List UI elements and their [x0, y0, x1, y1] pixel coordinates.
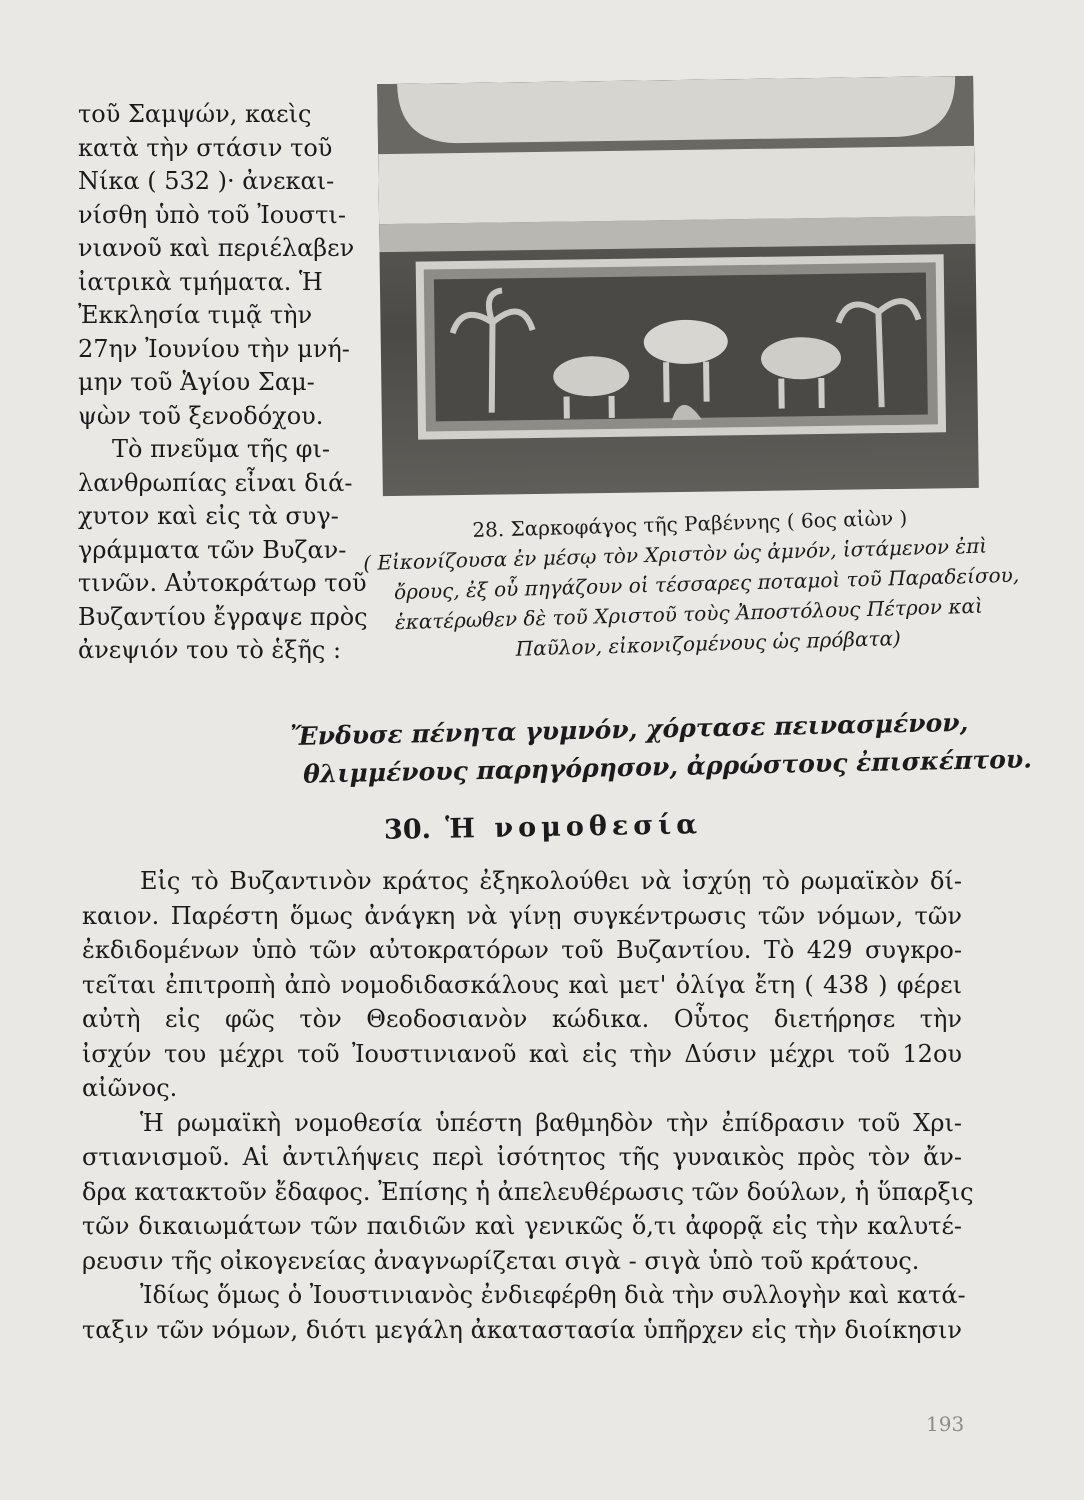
lid-acroterion: [397, 76, 956, 144]
section-title: Ἡ νομοθεσία: [445, 809, 703, 845]
text-line: Τὸ πνεῦμα τῆς φι-: [112, 435, 330, 463]
caption-line: Παῦλον, εἰκονιζομένους ὡς πρόβατα): [515, 626, 902, 661]
text-line: τινῶν. Αὐτοκράτωρ τοῦ: [78, 569, 367, 597]
sarcophagus-illustration: [377, 76, 979, 496]
text-line: Βυζαντίου ἔγραψε πρὸς: [78, 602, 368, 631]
text-line: ταξιν τῶν νόμων, διότι μεγάλη ἀκαταστασία ὑπῆρχεν εἰς τὴν διοίκησιν: [82, 1315, 962, 1344]
figure-caption: [362, 500, 1026, 668]
text-line: λανθρωπίας εἶναι διά-: [78, 468, 353, 497]
text-line: ἰσχύν του μέχρι τοῦ Ἰουστινιανοῦ καὶ εἰς τὴν Δύσιν μέχρι τοῦ 12ου: [82, 1039, 962, 1068]
text-line: Ἐκκλησία τιμᾷ τὴν: [78, 301, 313, 329]
text-line: Νίκα ( 532 )· ἀνεκαι-: [78, 167, 335, 195]
sarcophagus-photo: [377, 76, 979, 496]
text-line: ἀνεψιόν του τὸ ἑξῆς :: [78, 636, 342, 664]
palm-trunk-left: [490, 323, 493, 413]
text-line: χυτον καὶ εἰς τὰ συγ-: [78, 502, 339, 530]
text-line: μην τοῦ Ἁγίου Σαμ-: [78, 368, 315, 396]
text-line: δρα κατακτοῦν ἔδαφος. Ἐπίσης ἡ ἀπελευθέρωσις τῶν δούλων, ἡ ὕπαρξις: [82, 1177, 974, 1206]
caption-line: ὄρους, ἐξ οὗ πηγάζουν οἱ τέσσαρες ποταμοὶ τοῦ Παραδείσου,: [393, 562, 1020, 605]
lid-band: [378, 146, 975, 224]
text-line: Εἰς τὸ Βυζαντινὸν κράτος ἐξηκολούθει νὰ ἰσχύῃ τὸ ρωμαϊκὸν δί-: [140, 867, 962, 895]
text-line: τοῦ Σαμψών, καεὶς: [78, 100, 312, 128]
text-line: στιανισμοῦ. Αἱ ἀντιλήψεις περὶ ἰσότητος τῆς γυναικὸς πρὸς τὸν ἄν-: [82, 1143, 962, 1171]
emperor-quote: [290, 706, 1033, 794]
text-line: τῶν δικαιωμάτων τῶν παιδιῶν καὶ γενικῶς ὅ,τι ἀφορᾷ εἰς τὴν καλυτέ-: [82, 1212, 962, 1240]
caption-line: ἑκατέρωθεν δὲ τοῦ Χριστοῦ τοὺς Ἀποστόλους Πέτρον καὶ: [394, 593, 984, 635]
text-line: αὐτὴ εἰς φῶς τὸν Θεοδοσιανὸν κώδικα. Οὗτος διετήρησε τὴν: [82, 1005, 962, 1033]
text-line: ψὼν τοῦ ξενοδόχου.: [78, 401, 324, 430]
text-line: Ἰδίως ὅμως ὁ Ἰουστινιανὸς ἐνδιεφέρθη διὰ τὴν συλλογὴν καὶ κατά-: [140, 1281, 966, 1309]
body-text: [82, 864, 974, 1347]
text-line: ἰατρικὰ τμήματα. Ἡ: [78, 267, 323, 296]
text-line: νίσθη ὑπὸ τοῦ Ἰουστι-: [78, 200, 346, 229]
left-column-text: [78, 98, 368, 668]
text-line: τεῖται ἐπιτροπὴ ἀπὸ νομοδιδασκάλους καὶ μετ' ὀλίγα ἔτη ( 438 ) φέρει: [82, 970, 962, 999]
text-line: Ἡ ρωμαϊκὴ νομοθεσία ὑπέστη βαθμηδὸν τὴν ἐπίδρασιν τοῦ Χρι-: [140, 1108, 962, 1137]
text-line: ἐκδιδομένων ὑπὸ τῶν αὐτοκρατόρων τοῦ Βυζαντίου. Τὸ 429 συγκρο-: [82, 936, 962, 964]
quote-line-1: Ἔνδυσε πένητα γυμνόν, χόρτασε πεινασμένον,: [290, 707, 969, 751]
caption-line: ( Εἰκονίζουσα ἐν μέσῳ τὸν Χριστὸν ὡς ἀμνόν, ἱστάμενον ἐπὶ: [362, 533, 988, 575]
section-heading: [384, 809, 703, 846]
text-line: καιον. Παρέστη ὅμως ἀνάγκη νὰ γίνῃ συγκέντρωσις τῶν νόμων, τῶν: [82, 901, 962, 930]
text-line: αἰῶνος.: [82, 1074, 178, 1102]
text-line: κατὰ τὴν στάσιν τοῦ: [78, 133, 333, 162]
quote-line-2: θλιμμένους παρηγόρησον, ἀρρώστους ἐπισκέπτου.: [302, 744, 1033, 789]
text-line: ρευσιν τῆς οἰκογενείας ἀναγνωρίζεται σιγὰ - σιγὰ ὑπὸ τοῦ κράτους.: [82, 1246, 920, 1275]
text-line: 27ην Ἰουνίου τὴν μνή-: [78, 334, 350, 363]
text-line: γράμματα τῶν Βυζαν-: [78, 535, 347, 564]
page-number: 193: [926, 1412, 965, 1436]
text-line: νιανοῦ καὶ περιέλαβεν: [78, 234, 355, 262]
section-number: 30.: [383, 813, 432, 846]
caption-title: 28. Σαρκοφάγος τῆς Ραβέννης ( 6ος αἰὼν ): [472, 505, 908, 542]
palm-trunk-right: [878, 312, 881, 407]
